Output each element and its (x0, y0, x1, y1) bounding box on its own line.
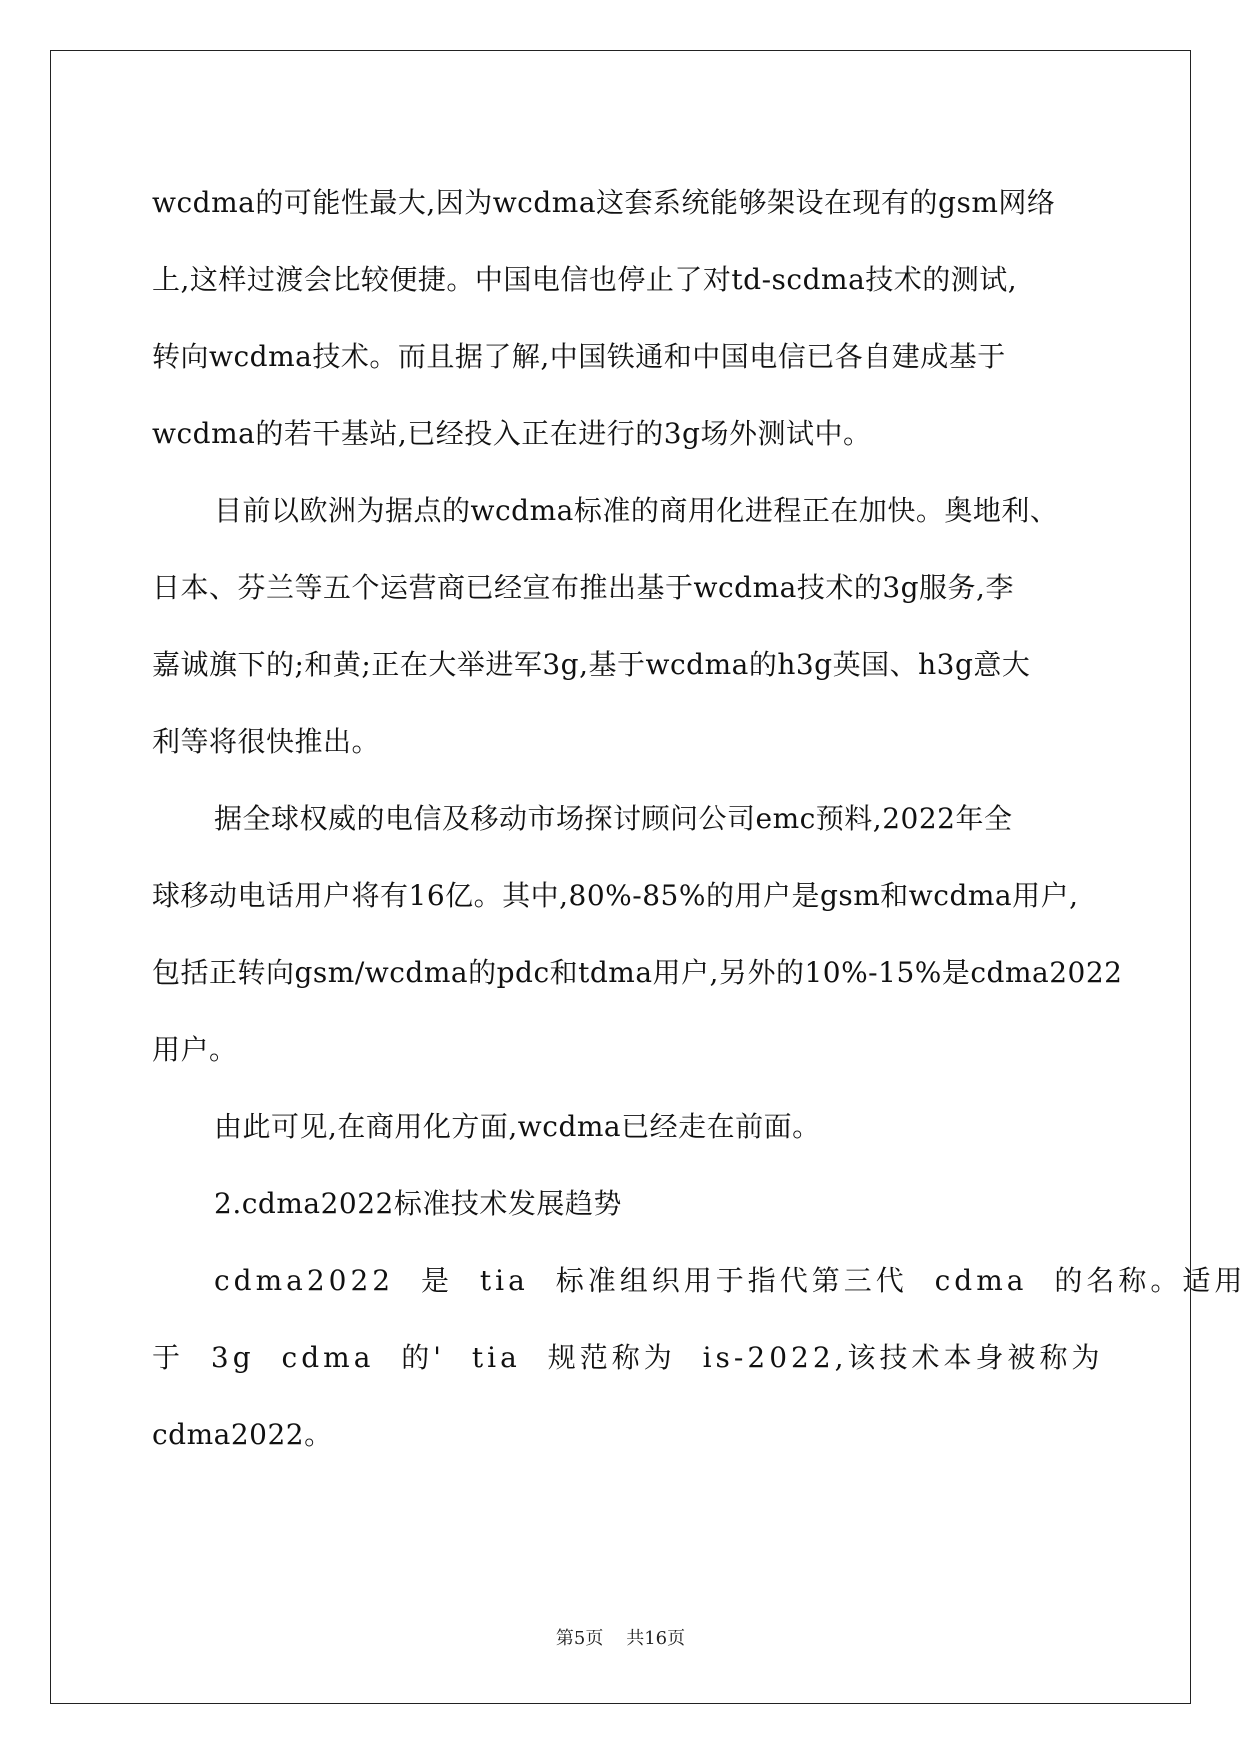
footer-suffix: 页 (667, 1628, 686, 1649)
text-line: 包括正转向gsm/wcdma的pdc和tdma用户,另外的10%-15%是cdma2022 (152, 956, 1123, 989)
text-line: 球移动电话用户将有16亿。其中,80%-85%的用户是gsm和wcdma用户, (152, 879, 1079, 912)
paragraph-start-line: cdma2022 是 tia 标准组织用于指代第三代 cdma 的名称。适用 (214, 1264, 1246, 1297)
text-line: cdma2022。 (152, 1418, 333, 1451)
text-line: 于 3g cdma 的' tia 规范称为 is-2022,该技术本身被称为 (152, 1341, 1104, 1374)
text-line: wcdma的若干基站,已经投入正在进行的3g场外测试中。 (152, 417, 872, 450)
total-page-count: 16 (644, 1628, 668, 1649)
text-line: 日本、芬兰等五个运营商已经宣布推出基于wcdma技术的3g服务,李 (152, 571, 1014, 604)
current-page-number: 5 (573, 1628, 586, 1649)
document-body (152, 164, 1246, 1473)
text-line: 转向wcdma技术。而且据了解,中国铁通和中国电信已各自建成基于 (152, 340, 1006, 373)
text-line: 利等将很快推出。 (152, 725, 381, 758)
paragraph-start-line: 据全球权威的电信及移动市场探讨顾问公司emc预料,2022年全 (214, 802, 1013, 835)
text-line: 用户。 (152, 1033, 238, 1066)
text-line: 嘉诚旗下的;和黄;正在大举进军3g,基于wcdma的h3g英国、h3g意大 (152, 648, 1031, 681)
footer-mid: 页 共 (585, 1628, 645, 1649)
paragraph-start-line: 目前以欧洲为据点的wcdma标准的商用化进程正在加快。奥地利、 (214, 494, 1059, 527)
paragraph-start-line: 由此可见,在商用化方面,wcdma已经走在前面。 (214, 1110, 821, 1143)
text-line: 上,这样过渡会比较便捷。中国电信也停止了对td-scdma技术的测试, (152, 263, 1018, 296)
page-footer (0, 1627, 1241, 1651)
section-heading: 2.cdma2022标准技术发展趋势 (214, 1187, 622, 1220)
text-line: wcdma的可能性最大,因为wcdma这套系统能够架设在现有的gsm网络 (152, 186, 1056, 219)
footer-prefix: 第 (555, 1628, 574, 1649)
